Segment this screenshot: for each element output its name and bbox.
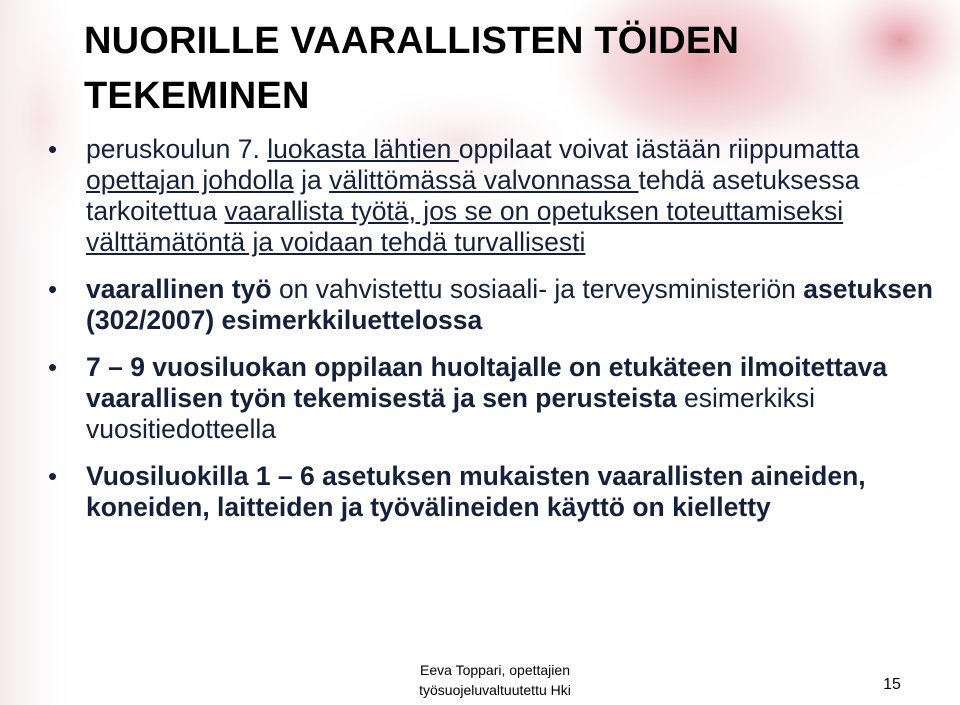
bullet-text-underlined: vaarallista työtä, jos se on opetuksen toteuttamiseksi välttämätöntä ja voidaan tehdä turvallisesti [86,196,844,257]
footer-line: työsuojeluvaltuutettu Hki [419,682,571,698]
bullet-text-bold: 7 – 9 vuosiluokan oppilaan huoltajalle on etukäteen ilmoitettava vaarallisen työn tekemisestä ja sen perusteista [86,352,888,413]
bullet-item [48,274,938,336]
bullet-text-underlined: välittömässä valvonnassa [329,165,639,195]
bullet-item [48,461,938,523]
page-number: 15 [883,676,901,693]
slide-title: NUORILLE VAARALLISTEN TÖIDEN TEKEMINEN [84,20,740,117]
bullet-text: ja [293,165,330,195]
bullet-text-bold: Vuosiluokilla 1 – 6 asetuksen mukaisten vaarallisten aineiden, koneiden, laitteiden ja työvälineiden käyttö on kielletty [86,461,866,522]
bullet-text: tehdä asetuksessa tarkoitettua [86,165,860,226]
bullet-item [48,134,938,258]
bullet-text: peruskoulun 7. [86,134,268,164]
footer-line: Eeva Toppari, opettajien [420,662,570,678]
bullet-text-bold: vaarallinen työ [86,274,272,304]
bullet-text-underlined: luokasta lähtien [267,134,459,164]
bullet-text-bold: asetuksen (302/2007) esimerkkiluettelossa [86,274,933,335]
bullet-list [48,134,938,523]
bullet-text-underlined: opettajan johdolla [86,165,294,195]
bullet-text: on vahvistettu sosiaali- ja terveysministeriön [271,274,804,304]
bullet-text: esimerkiksi vuositiedotteella [86,383,816,444]
footer [395,660,595,700]
bullet-item [48,352,938,445]
bullet-text: oppilaat voivat iästään riippumatta [458,134,860,164]
